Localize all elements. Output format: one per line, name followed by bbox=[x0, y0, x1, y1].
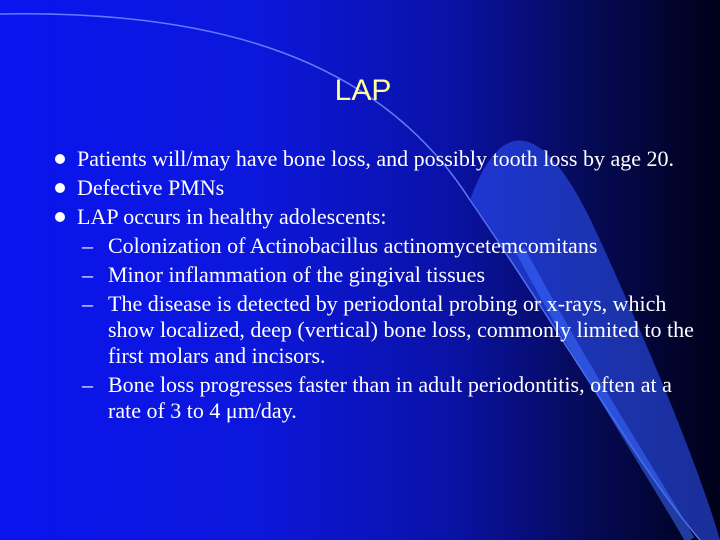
sub-bullet-text: Colonization of Actinobacillus actinomycetemcomitans bbox=[108, 233, 598, 258]
bullet-text: LAP occurs in healthy adolescents: bbox=[77, 204, 387, 229]
bullet-dot-icon bbox=[55, 183, 65, 193]
bullet-item bbox=[0, 146, 700, 172]
sub-bullet-item bbox=[0, 372, 700, 424]
bullet-dot-icon bbox=[55, 154, 65, 164]
sub-bullet-item bbox=[0, 233, 700, 259]
slide-title: LAP bbox=[334, 74, 392, 107]
slide-body bbox=[0, 146, 700, 427]
dash-icon: – bbox=[82, 372, 93, 397]
sub-bullet-item bbox=[0, 291, 700, 369]
sub-bullet-text: Minor inflammation of the gingival tissues bbox=[108, 262, 486, 287]
bullet-text: Patients will/may have bone loss, and possibly tooth loss by age 20. bbox=[77, 146, 675, 171]
dash-icon: – bbox=[82, 291, 93, 316]
sub-bullet-item bbox=[0, 262, 700, 288]
bullet-item bbox=[0, 204, 700, 230]
sub-bullet-text: Bone loss progresses faster than in adult periodontitis, often at a rate of 3 to 4 μm/day. bbox=[108, 372, 672, 423]
sub-bullet-text: The disease is detected by periodontal probing or x-rays, which show localized, deep (vertical) bone loss, commonly limited to the first molars and incisors. bbox=[108, 291, 694, 368]
dash-icon: – bbox=[82, 233, 93, 258]
bullet-item bbox=[0, 175, 700, 201]
dash-icon: – bbox=[82, 262, 93, 287]
bullet-text: Defective PMNs bbox=[77, 175, 225, 200]
bullet-dot-icon bbox=[55, 212, 65, 222]
